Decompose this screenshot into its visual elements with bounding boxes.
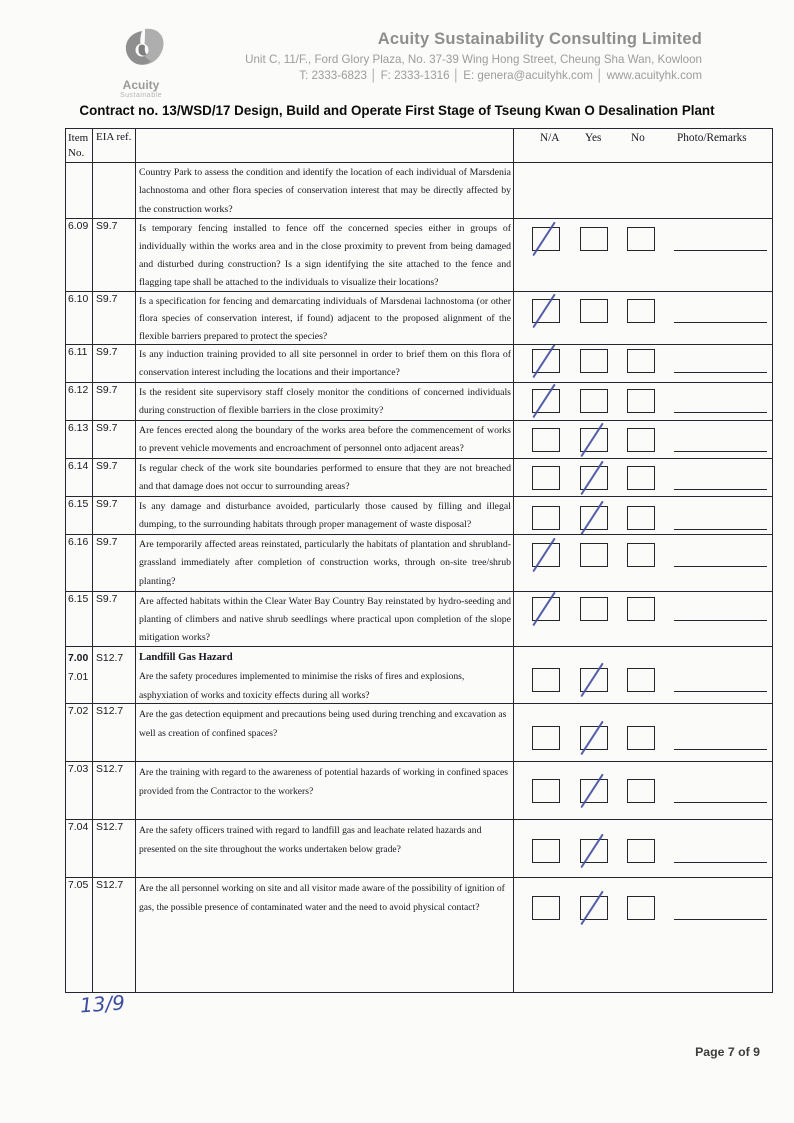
question-text: Are temporarily affected areas reinstated, particularly the habitats of plantation and shrubland-grassland immediately after completion of construction works, through on-site tree/shrub planting? [139, 539, 511, 587]
tick-mark [580, 721, 604, 756]
table-row [66, 762, 772, 820]
checkbox-yes[interactable] [580, 428, 608, 452]
company-name: Acuity Sustainability Consulting Limited [377, 30, 702, 48]
table-row [66, 704, 772, 762]
checkbox-no[interactable] [627, 779, 655, 803]
cell-question [136, 219, 514, 291]
table-row [66, 535, 772, 592]
letterhead [190, 30, 702, 84]
question-text: Are the all personnel working on site and all visitor made aware of the possibility of ignition of gas, the possible presence of contaminated water and the need to avoid physical contact? [139, 883, 505, 914]
table-row [66, 163, 772, 219]
col-header-yes: Yes [585, 132, 602, 144]
tick-mark [580, 461, 604, 496]
checkbox-na[interactable] [532, 668, 560, 692]
checkbox-yes[interactable] [580, 543, 608, 567]
item-no: 7.02 [68, 706, 89, 717]
cell-question [136, 820, 514, 877]
remarks-line[interactable] [674, 489, 767, 490]
eia-ref: S9.7 [96, 221, 118, 232]
cell-eia-ref [93, 497, 136, 534]
cell-answers [514, 345, 772, 382]
eia-ref: S12.7 [96, 822, 124, 833]
checkbox-yes[interactable] [580, 726, 608, 750]
cell-question [136, 762, 514, 819]
cell-eia-ref [93, 345, 136, 382]
eia-ref: S9.7 [96, 594, 118, 605]
col-header-question [136, 129, 514, 162]
cell-answers [514, 762, 772, 819]
cell-answers [514, 592, 772, 646]
cell-eia-ref [93, 219, 136, 291]
acuity-logo [106, 26, 176, 99]
tick-mark [580, 891, 604, 926]
remarks-line[interactable] [674, 749, 767, 750]
tick-mark [532, 592, 556, 626]
cell-item-no [66, 592, 93, 646]
cell-item-no [66, 163, 93, 218]
eia-ref: S12.7 [96, 880, 124, 891]
tick-mark [532, 384, 556, 419]
col-header-no: No [631, 132, 645, 144]
col-header-eia-ref [93, 129, 136, 162]
cell-item-no [66, 345, 93, 382]
question-text: Is any induction training provided to all site personnel in order to brief them on this flora of conservation interest including the locations and their importance? [139, 349, 511, 378]
table-row [66, 292, 772, 345]
tick-mark [532, 345, 556, 378]
checkbox-no[interactable] [627, 349, 655, 373]
eia-ref: S12.7 [96, 653, 124, 664]
eia-ref: S9.7 [96, 461, 118, 472]
table-row [66, 820, 772, 878]
cell-question [136, 535, 514, 591]
checkbox-no[interactable] [627, 299, 655, 323]
item-no: 6.09 [68, 221, 89, 232]
checkbox-yes[interactable] [580, 896, 608, 920]
cell-item-no [66, 219, 93, 291]
checkbox-na[interactable] [532, 543, 560, 567]
cell-answers [514, 383, 772, 420]
cell-question [136, 421, 514, 458]
question-text: Is a specification for fencing and demarcating individuals of Marsdenai lachnostoma (or other flora species of conservation interest, if found) adjacent to the proposed alignment of the flexible barriers prepared to protect the species? [139, 296, 511, 342]
checkbox-na[interactable] [532, 389, 560, 413]
tick-mark [532, 538, 556, 573]
cell-eia-ref [93, 878, 136, 992]
checkbox-na[interactable] [532, 428, 560, 452]
eia-ref: S9.7 [96, 347, 118, 358]
question-text: Are the training with regard to the awareness of potential hazards of working in confined spaces provided from the Contractor to the workers? [139, 767, 508, 798]
col-header-eia-ref-label: EIA ref. [96, 131, 132, 143]
item-no: 6.16 [68, 537, 89, 548]
col-header-answers [514, 129, 772, 162]
cell-answers [514, 163, 772, 218]
item-no: 6.15 [68, 594, 89, 605]
remarks-line[interactable] [674, 529, 767, 530]
cell-eia-ref [93, 163, 136, 218]
cell-answers [514, 878, 772, 992]
question-text: Country Park to assess the condition and identify the location of each individual of Marsdenia lachnostoma and other flora species of conservation interest that may be directly affected by the construction works? [139, 167, 511, 215]
cell-answers [514, 459, 772, 496]
item-no: 7.01 [68, 672, 89, 683]
table-row [66, 219, 772, 292]
cell-item-no [66, 383, 93, 420]
item-no: 7.03 [68, 764, 89, 775]
cell-question [136, 878, 514, 992]
checkbox-yes[interactable] [580, 227, 608, 251]
item-no: 7.05 [68, 880, 89, 891]
remarks-line[interactable] [674, 451, 767, 452]
eia-ref: S9.7 [96, 537, 118, 548]
eia-ref: S9.7 [96, 499, 118, 510]
logo-tagline: Sustainable [119, 92, 163, 99]
cell-question [136, 163, 514, 218]
cell-question [136, 345, 514, 382]
cell-eia-ref [93, 459, 136, 496]
checkbox-no[interactable] [627, 428, 655, 452]
checkbox-no[interactable] [627, 543, 655, 567]
cell-eia-ref [93, 535, 136, 591]
tick-mark [580, 501, 604, 535]
item-no: 6.11 [68, 347, 88, 358]
checkbox-yes[interactable] [580, 779, 608, 803]
checkbox-yes[interactable] [580, 839, 608, 863]
company-contact: T: 2333-6823 │ F: 2333-1316 │ E: genera@acuityhk.com │ www.acuityhk.com [299, 69, 702, 82]
remarks-line[interactable] [674, 250, 767, 251]
checkbox-yes[interactable] [580, 349, 608, 373]
checkbox-na[interactable] [532, 506, 560, 530]
cell-eia-ref [93, 592, 136, 646]
checkbox-yes[interactable] [580, 668, 608, 692]
col-header-item-line2: No. [68, 147, 85, 159]
col-header-item-no [66, 129, 93, 162]
checkbox-no[interactable] [627, 227, 655, 251]
remarks-line[interactable] [674, 620, 767, 621]
cell-eia-ref [93, 421, 136, 458]
tick-mark [580, 834, 604, 869]
remarks-line[interactable] [674, 412, 767, 413]
item-no: 6.15 [68, 499, 89, 510]
checkbox-na[interactable] [532, 227, 560, 251]
checkbox-yes[interactable] [580, 389, 608, 413]
eia-ref: S9.7 [96, 423, 118, 434]
tick-mark [580, 423, 604, 458]
remarks-line[interactable] [674, 691, 767, 692]
tick-mark [580, 774, 604, 809]
cell-question [136, 459, 514, 496]
cell-question [136, 647, 514, 703]
remarks-line[interactable] [674, 322, 767, 323]
eia-ref: S12.7 [96, 764, 124, 775]
checkbox-no[interactable] [627, 896, 655, 920]
checkbox-yes[interactable] [580, 466, 608, 490]
document-title: Contract no. 13/WSD/17 Design, Build and Operate First Stage of Tseung Kwan O Desalination Plant [79, 103, 715, 118]
remarks-line[interactable] [674, 566, 767, 567]
leaf-logo-icon [112, 26, 170, 72]
cell-item-no [66, 421, 93, 458]
cell-item-no [66, 647, 93, 703]
handwritten-date: 13/9 [79, 990, 126, 1018]
cell-eia-ref [93, 647, 136, 703]
cell-question [136, 292, 514, 344]
cell-answers [514, 704, 772, 761]
remarks-line[interactable] [674, 919, 767, 920]
col-header-photo-remarks: Photo/Remarks [677, 132, 747, 144]
cell-item-no [66, 497, 93, 534]
table-row [66, 647, 772, 704]
cell-question [136, 704, 514, 761]
table-row [66, 421, 772, 459]
item-no: 6.13 [68, 423, 89, 434]
remarks-line[interactable] [674, 862, 767, 863]
cell-answers [514, 421, 772, 458]
cell-item-no [66, 459, 93, 496]
checkbox-no[interactable] [627, 726, 655, 750]
question-text: Is regular check of the work site boundaries performed to ensure that they are not breached and that damage does not occur to surrounding areas? [139, 463, 511, 492]
checkbox-no[interactable] [627, 839, 655, 863]
checkbox-na[interactable] [532, 896, 560, 920]
item-no: 6.10 [68, 294, 89, 305]
tick-mark [532, 294, 556, 329]
item-no: 6.12 [68, 385, 89, 396]
question-text: Are the safety procedures implemented to minimise the risks of fires and explosions, asphyxiation of works and toxicity effects during all works? [139, 671, 465, 701]
checkbox-na[interactable] [532, 726, 560, 750]
item-no: 6.14 [68, 461, 89, 472]
cell-item-no [66, 820, 93, 877]
checkbox-na[interactable] [532, 839, 560, 863]
section-title: Landfill Gas Hazard [139, 652, 233, 663]
eia-ref: S12.7 [96, 706, 124, 717]
question-text: Are fences erected along the boundary of the works area before the commencement of works to prevent vehicle movements and encroachment of personnel onto adjacent areas? [139, 425, 511, 454]
checkbox-na[interactable] [532, 779, 560, 803]
checklist-rows [66, 163, 772, 992]
cell-eia-ref [93, 820, 136, 877]
item-no: 7.04 [68, 822, 89, 833]
question-text: Are the safety officers trained with regard to landfill gas and leachate related hazards and presented on the site throughout the works undertaken below grade? [139, 825, 482, 856]
checklist-table [65, 128, 773, 993]
checkbox-yes[interactable] [580, 597, 608, 621]
cell-answers [514, 497, 772, 534]
cell-question [136, 497, 514, 534]
col-header-item-line1: Item [68, 132, 89, 144]
cell-item-no [66, 704, 93, 761]
table-row [66, 878, 772, 992]
cell-answers [514, 219, 772, 291]
table-row [66, 592, 772, 647]
cell-question [136, 592, 514, 646]
question-text: Are the gas detection equipment and precautions being used during trenching and excavation as well as creation of confined spaces? [139, 709, 507, 740]
cell-eia-ref [93, 704, 136, 761]
remarks-line[interactable] [674, 802, 767, 803]
cell-item-no [66, 292, 93, 344]
cell-eia-ref [93, 762, 136, 819]
checkbox-no[interactable] [627, 506, 655, 530]
col-header-na: N/A [540, 132, 560, 144]
cell-item-no [66, 762, 93, 819]
remarks-line[interactable] [674, 372, 767, 373]
cell-question [136, 383, 514, 420]
checkbox-na[interactable] [532, 349, 560, 373]
table-row [66, 383, 772, 421]
cell-eia-ref [93, 292, 136, 344]
table-header-row [66, 129, 772, 163]
table-row [66, 497, 772, 535]
cell-answers [514, 820, 772, 877]
cell-item-no [66, 535, 93, 591]
item-no: 7.00 [68, 653, 89, 664]
checkbox-no[interactable] [627, 389, 655, 413]
cell-eia-ref [93, 383, 136, 420]
cell-item-no [66, 878, 93, 992]
question-text: Is any damage and disturbance avoided, particularly those caused by filling and illegal dumping, to the surrounding habitats through proper management of waste disposal? [139, 501, 511, 530]
tick-mark [532, 222, 556, 257]
table-row [66, 345, 772, 383]
eia-ref: S9.7 [96, 385, 118, 396]
cell-answers [514, 535, 772, 591]
logo-text: Acuity [122, 78, 160, 92]
cell-answers [514, 292, 772, 344]
page-number: Page 7 of 9 [695, 1045, 760, 1059]
eia-ref: S9.7 [96, 294, 118, 305]
question-text: Are affected habitats within the Clear Water Bay Country Bay reinstated by hydro-seeding and planting of climbers and native shrub seedlings where practical upon completion of the slope mitigation works? [139, 596, 511, 643]
checkbox-yes[interactable] [580, 299, 608, 323]
checkbox-no[interactable] [627, 466, 655, 490]
checkbox-no[interactable] [627, 597, 655, 621]
question-text: Is temporary fencing installed to fence off the concerned species either in groups of individually within the works area and in the close proximity to prevent from being damaged and disturbed during construction? Is a sign identifying the site attached to the fence and flagging tape shall be attached to the individuals to visualize their locations? [139, 223, 511, 288]
table-row [66, 459, 772, 497]
checkbox-na[interactable] [532, 597, 560, 621]
checkbox-na[interactable] [532, 466, 560, 490]
company-address: Unit C, 11/F., Ford Glory Plaza, No. 37-39 Wing Hong Street, Cheung Sha Wan, Kowloon [245, 53, 702, 66]
cell-answers [514, 647, 772, 703]
checkbox-na[interactable] [532, 299, 560, 323]
checkbox-no[interactable] [627, 668, 655, 692]
question-text: Is the resident site supervisory staff closely monitor the conditions of concerned individuals during construction of flexible barriers in the close proximity? [139, 387, 511, 416]
checkbox-yes[interactable] [580, 506, 608, 530]
tick-mark [580, 663, 604, 698]
